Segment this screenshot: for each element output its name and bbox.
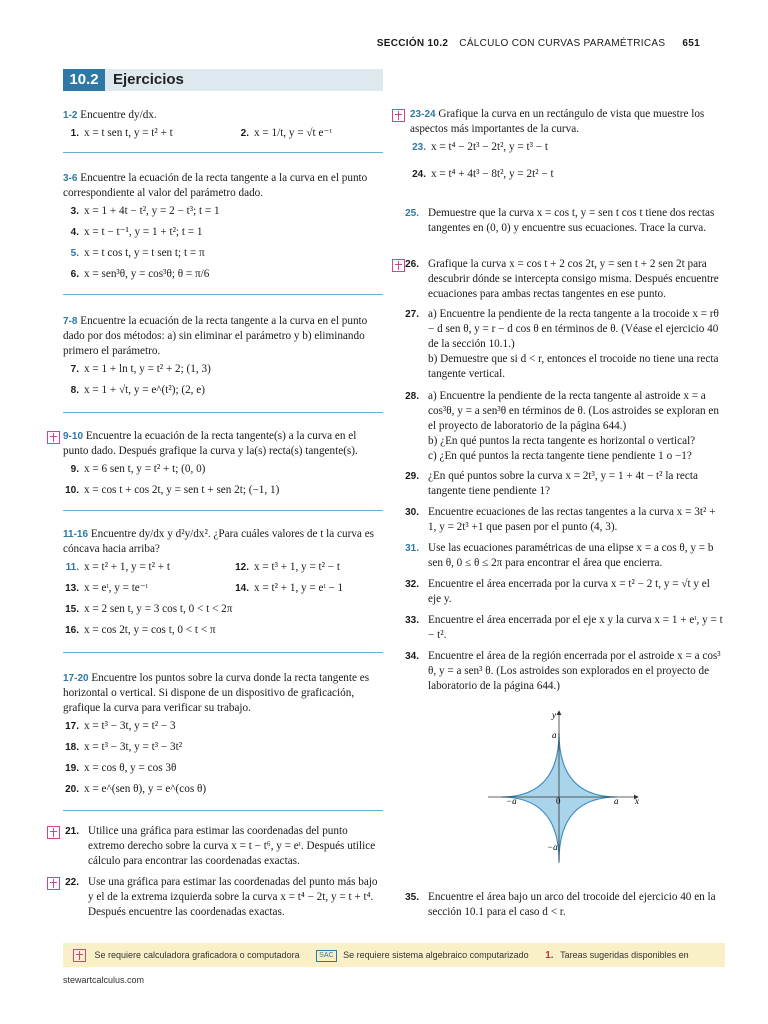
group-7-8 xyxy=(63,314,383,401)
exercise-equation: x = t − t⁻¹, y = 1 + t²; t = 1 xyxy=(84,226,203,238)
graphing-calculator-icon xyxy=(47,877,60,890)
exercise-number: 12. xyxy=(235,562,249,573)
section-label: SECCIÓN 10.2 xyxy=(376,38,449,49)
exercise-row xyxy=(63,123,383,144)
group-range: 23-24 xyxy=(410,109,436,120)
exercise-text: Encuentre el área bajo un arco del trocoide del ejercicio 40 en la sección 10.1 para el caso d < r. xyxy=(428,891,716,918)
group-9-10 xyxy=(63,429,383,501)
x-axis-label: x xyxy=(635,796,639,806)
exercise-row xyxy=(63,578,383,599)
group-instruction: Encuentre la ecuación de la recta tangente a la curva en el punto dado por dos métodos: a) sin eliminar el parámetro y b) eliminando primero el parámetro. xyxy=(63,315,368,357)
group-range: 1-2 xyxy=(63,110,78,121)
exercise-number: 8. xyxy=(70,385,79,396)
exercise-equation: x = t² + 1, y = eᵗ − 1 xyxy=(254,582,344,594)
exercise-number: 9. xyxy=(70,464,79,475)
legend-sac-text: Se requiere sistema algebraico computarizado xyxy=(343,950,529,960)
exercise-number: 4. xyxy=(70,227,79,238)
sac-badge: SAC xyxy=(316,950,336,962)
legend-graph-text: Se requiere calculadora graficadora o computadora xyxy=(94,950,300,960)
exercise-equation: x = 6 sen t, y = t² + t; (0, 0) xyxy=(84,463,206,475)
exercise-row xyxy=(63,264,383,285)
exercise-number: 15. xyxy=(65,604,79,615)
heading-title: Ejercicios xyxy=(113,71,184,88)
exercise-row xyxy=(63,359,383,380)
exercise-text: Use las ecuaciones paramétricas de una elipse x = a cos θ, y = b sen θ, 0 ≤ θ ≤ 2π para encontrar el área que encierra. xyxy=(428,542,714,569)
group-range: 17-20 xyxy=(63,673,89,684)
group-instruction: Encuentre la ecuación de la recta tangente(s) a la curva en el punto dado. Después grafique la curva y la(s) recta(s) tangente(s). xyxy=(63,430,358,457)
divider xyxy=(63,412,383,413)
exercise-30 xyxy=(403,505,725,535)
group-instruction: Encuentre dy/dx y d²y/dx². ¿Para cuáles valores de t la curva es cóncava hacia arriba? xyxy=(63,528,375,555)
group-instruction: Grafique la curva en un rectángulo de vista que muestre los aspectos más importantes de la curva. xyxy=(410,108,705,135)
exercise-number: 29. xyxy=(405,471,419,482)
exercise-text: Demuestre que la curva x = cos t, y = sen t cos t tiene dos rectas tangentes en (0, 0) y encuentre sus ecuaciones. Trace la curva. xyxy=(428,207,715,234)
exercise-number: 34. xyxy=(405,651,419,662)
divider xyxy=(63,652,383,653)
divider xyxy=(63,152,383,153)
exercise-row xyxy=(63,380,383,401)
exercise-26 xyxy=(403,257,725,302)
astroid-figure xyxy=(480,705,650,865)
group-instruction: Encuentre la ecuación de la recta tangente a la curva en el punto correspondiente al valor del parámetro dado. xyxy=(63,172,368,199)
exercise-equation: x = t³ − 3t, y = t² − 3 xyxy=(84,720,176,732)
exercise-equation: x = cos θ, y = cos 3θ xyxy=(84,762,177,774)
exercise-number: 20. xyxy=(65,784,79,795)
exercise-21 xyxy=(63,824,383,869)
exercise-number: 23. xyxy=(412,142,426,153)
exercise-35 xyxy=(403,890,725,920)
group-11-16 xyxy=(63,527,383,641)
exercise-29 xyxy=(403,469,725,499)
y-axis-label: y xyxy=(552,710,556,720)
divider xyxy=(63,810,383,811)
exercise-equation: x = eᵗ, y = te⁻ᵗ xyxy=(84,582,148,594)
exercise-equation: x = t cos t, y = t sen t; t = π xyxy=(84,247,205,259)
exercise-part-b: b) Demuestre que si d < r, entonces el trocoide no tiene una recta tangente vertical. xyxy=(428,353,719,380)
section-title: CÁLCULO CON CURVAS PARAMÉTRICAS xyxy=(459,38,666,49)
exercise-text: Use una gráfica para estimar las coordenadas del punto más bajo y el de la extrema izquierda sobre la curva x = t⁴ − 2t, y = t + t⁴. Después encuentre las coordenadas exactas. xyxy=(88,876,378,918)
exercise-row xyxy=(63,243,383,264)
exercise-27 xyxy=(403,307,725,382)
exercise-equation: x = 1 + ln t, y = t² + 2; (1, 3) xyxy=(84,363,211,375)
exercise-number: 26. xyxy=(405,259,419,270)
exercise-text: Utilice una gráfica para estimar las coordenadas del punto extremo derecho sobre la curva x = t − t⁶, y = eᵗ. Después utilice cálculo para encontrar las coordenadas exactas. xyxy=(88,825,376,867)
exercise-number: 33. xyxy=(405,615,419,626)
exercise-text: Encuentre el área encerrada por la curva x = t² − 2 t, y = √t y el eje y. xyxy=(428,578,710,605)
exercise-number: 28. xyxy=(405,391,419,402)
exercise-number: 14. xyxy=(235,583,249,594)
origin-label: 0 xyxy=(556,796,561,806)
graphing-calculator-icon xyxy=(47,826,60,839)
exercise-equation: x = t² + 1, y = t² + t xyxy=(84,561,171,573)
exercise-number: 24. xyxy=(412,169,426,180)
exercise-row xyxy=(63,620,383,641)
tick-a-right: a xyxy=(614,796,619,806)
exercise-row xyxy=(63,201,383,222)
exercise-row xyxy=(63,737,383,758)
exercise-number: 19. xyxy=(65,763,79,774)
exercise-number: 17. xyxy=(65,721,79,732)
group-range: 9-10 xyxy=(63,431,84,442)
exercise-number: 35. xyxy=(405,892,419,903)
graphing-calculator-icon xyxy=(73,949,86,962)
exercise-equation: x = sen³θ, y = cos³θ; θ = π/6 xyxy=(84,268,210,280)
heading-number: 10.2 xyxy=(63,69,105,91)
exercise-number: 13. xyxy=(65,583,79,594)
legend-footer xyxy=(63,943,725,985)
exercise-row xyxy=(63,222,383,243)
exercise-text: Encuentre ecuaciones de las rectas tangentes a la curva x = 3t² + 1, y = 2t³ +1 que pasen por el punto (4, 3). xyxy=(428,506,716,533)
exercise-number: 11. xyxy=(65,562,79,573)
tick-a-bottom: −a xyxy=(547,842,558,852)
exercise-equation: x = 1 + √t, y = e^(t²); (2, e) xyxy=(84,384,205,396)
exercise-row xyxy=(63,459,383,480)
exercise-equation: x = t⁴ − 2t³ − 2t², y = t³ − t xyxy=(431,141,548,153)
running-header xyxy=(377,38,700,49)
exercise-row xyxy=(410,164,725,185)
exercise-row xyxy=(63,480,383,501)
exercise-number: 10. xyxy=(65,485,79,496)
exercise-number: 3. xyxy=(70,206,79,217)
exercise-text: Encuentre el área de la región encerrada por el astroide x = a cos³ θ, y = a sen³ θ. (Los astroides son explorados en el proyecto de laboratorio de la página 644.) xyxy=(428,650,721,692)
exercise-number: 1. xyxy=(70,128,79,139)
exercise-row xyxy=(63,599,383,620)
exercise-part-a: a) Encuentre la pendiente de la recta tangente a la trocoide x = rθ − d sen θ, y = r − d cos θ en términos de θ. (Véase el ejercicio 40 de la sección 10.1.) xyxy=(428,308,719,350)
group-range: 7-8 xyxy=(63,316,78,327)
group-17-20 xyxy=(63,671,383,800)
group-1-2 xyxy=(63,108,383,144)
group-23-24 xyxy=(410,107,725,185)
exercise-equation: x = t³ − 3t, y = t³ − 3t² xyxy=(84,741,183,753)
group-range: 11-16 xyxy=(63,529,89,540)
exercise-equation: x = 1 + 4t − t², y = 2 − t³; t = 1 xyxy=(84,205,220,217)
divider xyxy=(63,510,383,511)
exercise-number: 16. xyxy=(65,625,79,636)
exercise-equation: x = 1/t, y = √t e⁻ᵗ xyxy=(254,127,332,139)
exercise-equation: x = t⁴ + 4t³ − 8t², y = 2t² − t xyxy=(431,168,554,180)
group-instruction: Encuentre los puntos sobre la curva donde la recta tangente es horizontal o vertical. Si dispone de un dispositivo de graficación, grafique la curva para verificar su trabajo. xyxy=(63,672,370,714)
section-heading xyxy=(63,69,383,91)
exercise-number: 30. xyxy=(405,507,419,518)
exercise-part-c: c) ¿En qué puntos la recta tangente tiene pendiente 1 o −1? xyxy=(428,450,692,462)
exercise-number: 22. xyxy=(65,877,79,888)
exercise-number: 25. xyxy=(405,208,419,219)
graphing-calculator-icon xyxy=(47,431,60,444)
exercise-row xyxy=(63,557,383,578)
exercise-28 xyxy=(403,389,725,464)
exercise-equation: x = e^(sen θ), y = e^(cos θ) xyxy=(84,783,207,795)
exercise-text: Encuentre el área encerrada por el eje x y la curva x = 1 + eᵗ, y = t − t². xyxy=(428,614,723,641)
exercise-number: 6. xyxy=(70,269,79,280)
exercise-row xyxy=(63,779,383,800)
exercise-text: Grafique la curva x = cos t + 2 cos 2t, y = sen t + 2 sen 2t para descubrir dónde se intercepta consigo misma. Después encuentre ecuaciones para ambas rectas tangentes en ese punto. xyxy=(428,258,719,300)
exercise-row xyxy=(410,137,725,158)
group-range: 3-6 xyxy=(63,173,78,184)
exercise-33 xyxy=(403,613,725,643)
exercise-number: 2. xyxy=(240,128,249,139)
exercise-row xyxy=(63,716,383,737)
exercise-22 xyxy=(63,875,383,920)
exercise-equation: x = cos 2t, y = cos t, 0 < t < π xyxy=(84,624,216,636)
exercise-number: 31. xyxy=(405,543,419,554)
exercise-text: ¿En qué puntos sobre la curva x = 2t³, y = 1 + 4t − t² la recta tangente tiene pendiente 1? xyxy=(428,470,698,497)
exercise-equation: x = t sen t, y = t² + t xyxy=(84,127,173,139)
exercise-number: 7. xyxy=(70,364,79,375)
tick-a-left: −a xyxy=(506,796,517,806)
exercise-number: 5. xyxy=(70,248,79,259)
legend-homework-text: Tareas sugeridas disponibles en stewartcalculus.com xyxy=(63,950,689,985)
exercise-part-b: b) ¿En qué puntos la recta tangente es horizontal o vertical? xyxy=(428,435,696,447)
divider xyxy=(63,294,383,295)
exercise-number: 32. xyxy=(405,579,419,590)
tick-a-top: a xyxy=(552,730,557,740)
exercise-number: 27. xyxy=(405,309,419,320)
exercise-31 xyxy=(403,541,725,571)
graphing-calculator-icon xyxy=(392,109,405,122)
exercise-equation: x = cos t + cos 2t, y = sen t + sen 2t; (−1, 1) xyxy=(84,484,280,496)
exercise-number: 21. xyxy=(65,826,79,837)
group-instruction: Encuentre dy/dx. xyxy=(80,109,157,121)
exercise-row xyxy=(63,758,383,779)
page-number: 651 xyxy=(682,38,700,49)
group-3-6 xyxy=(63,171,383,285)
exercise-part-a: a) Encuentre la pendiente de la recta tangente al astroide x = a cos³θ, y = a sen³θ en términos de θ. (Los astroides se exploran en el proyecto de laboratorio de la página 644.) xyxy=(428,390,719,432)
exercise-equation: x = t³ + 1, y = t² − t xyxy=(254,561,341,573)
exercise-34 xyxy=(403,649,725,694)
exercise-equation: x = 2 sen t, y = 3 cos t, 0 < t < 2π xyxy=(84,603,233,615)
homework-badge: 1. xyxy=(545,950,554,961)
exercise-25 xyxy=(403,206,725,236)
exercise-number: 18. xyxy=(65,742,79,753)
exercise-32 xyxy=(403,577,725,607)
